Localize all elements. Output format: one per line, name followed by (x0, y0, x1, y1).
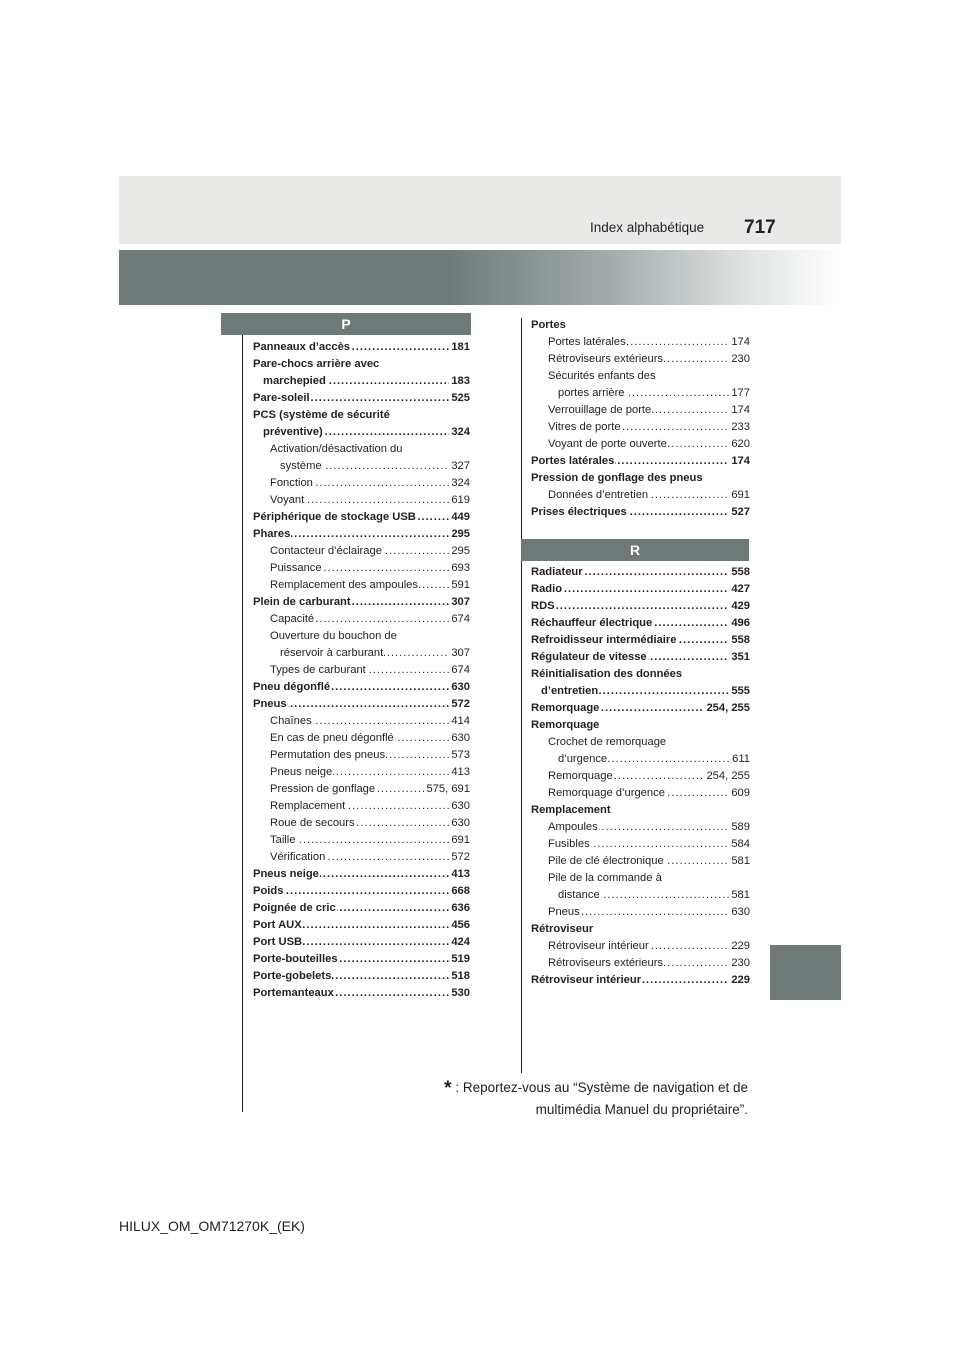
index-entry (253, 424, 470, 441)
entry-label: Régulateur de vitesse (531, 649, 648, 666)
index-entry (253, 356, 470, 373)
entry-page-number: 327 (449, 458, 470, 475)
index-entry (253, 373, 470, 390)
entry-label: Panneaux d’accès (253, 339, 351, 356)
index-entry (531, 436, 750, 453)
entry-page-number: 558 (729, 564, 750, 581)
index-entry (253, 934, 470, 951)
index-entry (531, 785, 750, 802)
page-number: 717 (744, 217, 776, 238)
middle-divider (521, 318, 522, 1073)
entry-label: Contacteur d’éclairage (270, 543, 383, 560)
entry-label: Taille (270, 832, 297, 849)
entry-page-number: 575, 691 (424, 781, 470, 798)
index-entry (531, 955, 750, 972)
entry-label: Rétroviseurs extérieurs (548, 351, 664, 368)
index-entry (253, 543, 470, 560)
entry-label: Permutation des pneus (270, 747, 386, 764)
entry-page-number: 519 (449, 951, 470, 968)
index-entry (253, 832, 470, 849)
index-entry (531, 887, 750, 904)
index-entry (253, 917, 470, 934)
index-column-right-top (531, 317, 750, 521)
entry-page-number: 572 (449, 849, 470, 866)
index-entry (253, 492, 470, 509)
entry-page-number: 620 (729, 436, 750, 453)
entry-label: Remorquage (548, 768, 614, 785)
index-entry (253, 526, 470, 543)
entry-page-number: 295 (449, 543, 470, 560)
entry-page-number: 174 (729, 453, 750, 470)
entry-label: Poids (253, 883, 284, 900)
index-entry (531, 972, 750, 989)
index-entry (531, 768, 750, 785)
index-entry (531, 598, 750, 615)
entry-label: En cas de pneu dégonflé (270, 730, 395, 747)
entry-label: Remplacement des ampoules (270, 577, 419, 594)
entry-label: Remplacement (531, 802, 612, 819)
entry-page-number: 558 (729, 632, 750, 649)
entry-page-number: 414 (449, 713, 470, 730)
index-entry (531, 368, 750, 385)
entry-page-number: 527 (729, 504, 750, 521)
entry-page-number: 589 (729, 819, 750, 836)
entry-page-number: 449 (449, 509, 470, 526)
index-entry (253, 662, 470, 679)
entry-page-number: 630 (449, 815, 470, 832)
entry-label: Remorquage (531, 700, 600, 717)
entry-page-number: 609 (729, 785, 750, 802)
entry-label: Types de carburant (270, 662, 367, 679)
index-entry (531, 649, 750, 666)
index-entry (253, 645, 470, 662)
entry-page-number: 674 (449, 611, 470, 628)
entry-label: Porte-gobelets (253, 968, 332, 985)
entry-label: Radio (531, 581, 563, 598)
entry-page-number: 429 (729, 598, 750, 615)
entry-label: Radiateur (531, 564, 584, 581)
index-entry (531, 581, 750, 598)
index-entry (253, 594, 470, 611)
entry-page-number: 496 (729, 615, 750, 632)
index-entry (253, 390, 470, 407)
entry-page-number: 181 (449, 339, 470, 356)
entry-label: Périphérique de stockage USB (253, 509, 417, 526)
entry-page-number: 230 (729, 351, 750, 368)
entry-label: préventive) (263, 424, 324, 441)
entry-page-number: 229 (729, 938, 750, 955)
entry-label: marchepied (263, 373, 327, 390)
leader-dots (531, 581, 750, 598)
entry-label: Remorquage (531, 717, 600, 734)
entry-page-number: 324 (449, 424, 470, 441)
index-entry (253, 815, 470, 832)
index-entry (531, 334, 750, 351)
entry-page-number: 324 (449, 475, 470, 492)
index-entry (253, 747, 470, 764)
entry-page-number: 525 (449, 390, 470, 407)
entry-page-number: 630 (449, 798, 470, 815)
leader-dots (253, 883, 470, 900)
entry-label: Remorquage d’urgence (548, 785, 666, 802)
entry-label: Pression de gonflage (270, 781, 376, 798)
entry-label: Fonction (270, 475, 314, 492)
index-entry (531, 453, 750, 470)
entry-page-number: 581 (729, 887, 750, 904)
index-entry (253, 781, 470, 798)
entry-page-number: 233 (729, 419, 750, 436)
entry-page-number: 691 (729, 487, 750, 504)
index-entry (253, 764, 470, 781)
index-entry (253, 713, 470, 730)
letter-heading-p: P (221, 313, 471, 335)
entry-label: d’entretien (541, 683, 599, 700)
entry-label: Pile de clé électronique (548, 853, 665, 870)
entry-label: Remplacement (270, 798, 346, 815)
chapter-thumb-tab (770, 945, 841, 1000)
entry-label: Ampoules (548, 819, 599, 836)
entry-page-number: 630 (729, 904, 750, 921)
entry-label: Refroidisseur intermédiaire (531, 632, 678, 649)
entry-label: Voyant de porte ouverte (548, 436, 668, 453)
entry-label: Pression de gonflage des pneus (531, 470, 704, 487)
entry-label: Puissance (270, 560, 323, 577)
index-entry (531, 921, 750, 938)
entry-label: Rétroviseur intérieur (531, 972, 642, 989)
entry-label: distance (558, 887, 601, 904)
section-title: Index alphabétique (590, 220, 705, 235)
entry-label: Pneus neige (270, 764, 333, 781)
entry-page-number: 307 (449, 645, 470, 662)
entry-page-number: 581 (729, 853, 750, 870)
entry-label: PCS (système de sécurité (253, 407, 391, 424)
index-entry (531, 470, 750, 487)
entry-page-number: 573 (449, 747, 470, 764)
index-entry (253, 458, 470, 475)
entry-label: Port AUX (253, 917, 303, 934)
entry-page-number: 174 (729, 402, 750, 419)
entry-label: Portes latérales (531, 453, 615, 470)
index-entry (253, 339, 470, 356)
index-entry (253, 883, 470, 900)
entry-page-number: 611 (730, 751, 750, 768)
footnote-line-2: multimédia Manuel du propriétaire”. (535, 1102, 748, 1117)
entry-page-number: 230 (729, 955, 750, 972)
index-entry (531, 615, 750, 632)
entry-label: Port USB (253, 934, 303, 951)
index-entry (531, 683, 750, 700)
index-entry (253, 611, 470, 628)
entry-label: système (280, 458, 323, 475)
index-entry (253, 951, 470, 968)
entry-label: Verrouillage de porte (548, 402, 652, 419)
index-entry (253, 407, 470, 424)
index-entry (253, 577, 470, 594)
entry-page-number: 630 (449, 679, 470, 696)
entry-label: Crochet de remorquage (548, 734, 667, 751)
entry-page-number: 530 (449, 985, 470, 1002)
index-entry (531, 819, 750, 836)
entry-label: Sécurités enfants des (548, 368, 657, 385)
index-entry (531, 487, 750, 504)
index-entry (531, 419, 750, 436)
index-entry (253, 798, 470, 815)
entry-label: Poignée de cric (253, 900, 337, 917)
index-entry (531, 751, 750, 768)
entry-page-number: 427 (729, 581, 750, 598)
index-entry (531, 351, 750, 368)
entry-label: RDS (531, 598, 556, 615)
index-entry (531, 853, 750, 870)
entry-label: Chaînes (270, 713, 313, 730)
letter-heading-r: R (521, 539, 749, 561)
leader-dots (270, 832, 470, 849)
entry-label: Fusibles (548, 836, 591, 853)
entry-label: Pneus (548, 904, 581, 921)
entry-page-number: 572 (449, 696, 470, 713)
entry-label: Portemanteaux (253, 985, 335, 1002)
entry-label: Voyant (270, 492, 305, 509)
entry-page-number: 295 (449, 526, 470, 543)
index-entry (531, 734, 750, 751)
entry-label: Portes (531, 317, 567, 334)
index-entry (253, 441, 470, 458)
entry-label: Porte-bouteilles (253, 951, 339, 968)
entry-page-number: 591 (449, 577, 470, 594)
entry-label: Rétroviseur intérieur (548, 938, 650, 955)
leader-dots (531, 598, 750, 615)
entry-page-number: 693 (449, 560, 470, 577)
entry-label: d’urgence (558, 751, 608, 768)
entry-page-number: 177 (729, 385, 750, 402)
index-entry (531, 666, 750, 683)
entry-label: Roue de secours (270, 815, 356, 832)
entry-page-number: 630 (449, 730, 470, 747)
entry-page-number: 518 (449, 968, 470, 985)
entry-label: Données d’entretien (548, 487, 649, 504)
entry-label: Vérification (270, 849, 326, 866)
entry-page-number: 424 (449, 934, 470, 951)
page-header (119, 176, 841, 244)
index-entry (531, 904, 750, 921)
entry-page-number: 636 (449, 900, 470, 917)
decorative-band (119, 250, 841, 305)
entry-label: Pneus (253, 696, 288, 713)
index-entry (531, 632, 750, 649)
entry-label: Réchauffeur électrique (531, 615, 653, 632)
index-entry (531, 717, 750, 734)
entry-label: Plein de carburant (253, 594, 352, 611)
entry-page-number: 555 (729, 683, 750, 700)
entry-page-number: 183 (449, 373, 470, 390)
entry-label: Prises électriques (531, 504, 628, 521)
entry-page-number: 619 (449, 492, 470, 509)
footnote-star: * (444, 1078, 452, 1099)
footnote (444, 1077, 748, 1120)
index-entry (531, 317, 750, 334)
entry-label: Rétroviseur (531, 921, 594, 938)
index-entry (531, 802, 750, 819)
index-entry (531, 402, 750, 419)
entry-page-number: 413 (449, 866, 470, 883)
document-id: HILUX_OM_OM71270K_(EK) (119, 1218, 305, 1234)
entry-page-number: 668 (449, 883, 470, 900)
index-entry (253, 730, 470, 747)
entry-label: Vitres de porte (548, 419, 622, 436)
entry-label: Phares (253, 526, 291, 543)
index-entry (531, 870, 750, 887)
entry-label: Rétroviseurs extérieurs (548, 955, 664, 972)
entry-page-number: 674 (449, 662, 470, 679)
entry-page-number: 351 (729, 649, 750, 666)
index-entry (253, 628, 470, 645)
entry-page-number: 307 (449, 594, 470, 611)
entry-page-number: 456 (449, 917, 470, 934)
entry-page-number: 254, 255 (704, 768, 750, 785)
index-entry (531, 385, 750, 402)
entry-page-number: 691 (449, 832, 470, 849)
left-divider (242, 335, 243, 1112)
index-entry (253, 679, 470, 696)
index-entry (531, 836, 750, 853)
index-entry (253, 900, 470, 917)
entry-page-number: 229 (729, 972, 750, 989)
index-entry (253, 475, 470, 492)
entry-page-number: 254, 255 (704, 700, 750, 717)
entry-page-number: 413 (449, 764, 470, 781)
entry-label: Pneus neige (253, 866, 320, 883)
index-column-right-bottom (531, 564, 750, 989)
index-entry (253, 560, 470, 577)
entry-label: Pare-soleil (253, 390, 311, 407)
entry-label: Portes latérales (548, 334, 627, 351)
entry-label: portes arrière (558, 385, 626, 402)
index-entry (531, 504, 750, 521)
entry-label: Ouverture du bouchon de (270, 628, 398, 645)
entry-page-number: 174 (729, 334, 750, 351)
index-entry (253, 849, 470, 866)
index-entry (531, 700, 750, 717)
index-entry (253, 509, 470, 526)
index-entry (531, 938, 750, 955)
entry-label: Pile de la commande à (548, 870, 663, 887)
entry-label: Pneu dégonflé (253, 679, 331, 696)
footnote-line-1: : Reportez-vous au “Système de navigation et de (455, 1080, 748, 1095)
entry-label: Capacité (270, 611, 315, 628)
entry-label: Activation/désactivation du (270, 441, 403, 458)
index-entry (253, 985, 470, 1002)
index-column-left (253, 339, 470, 1002)
index-entry (531, 564, 750, 581)
entry-label: Pare-chocs arrière avec (253, 356, 380, 373)
index-entry (253, 696, 470, 713)
index-entry (253, 866, 470, 883)
entry-label: réservoir à carburant (280, 645, 384, 662)
entry-page-number: 584 (729, 836, 750, 853)
entry-label: Réinitialisation des données (531, 666, 683, 683)
index-entry (253, 968, 470, 985)
